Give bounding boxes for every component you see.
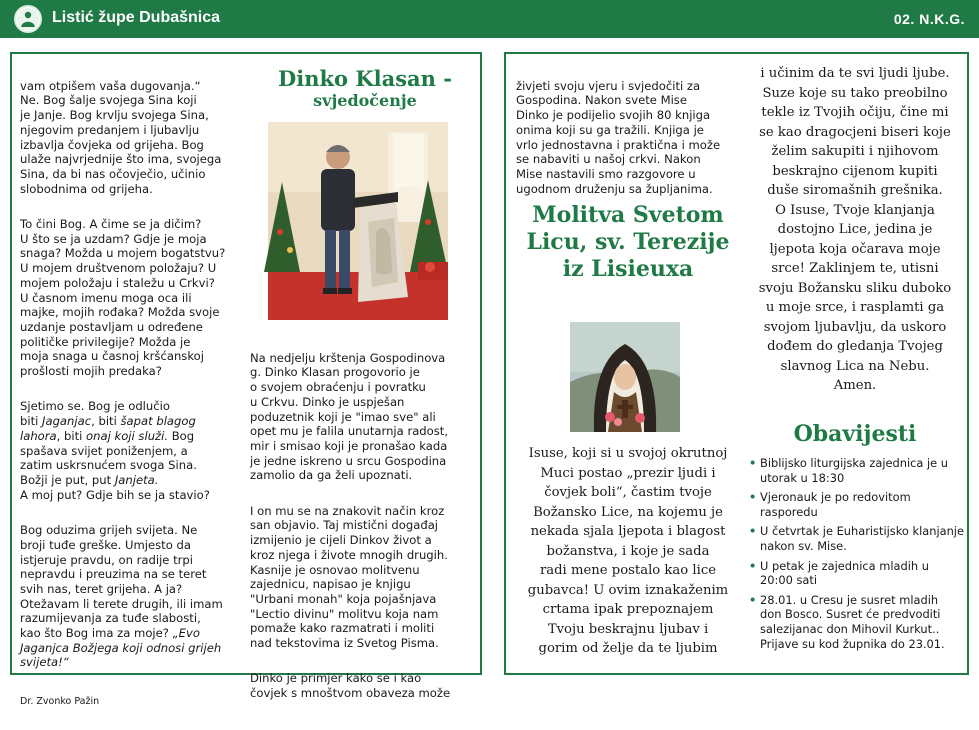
sermon-column	[20, 64, 242, 730]
article-paragraph: Dinko je primjer kako se i kao čovjek s mnoštvom obaveza može	[250, 671, 451, 701]
left-page	[10, 52, 482, 707]
notice-item: • U četvrtak je Euharistijsko klanjanje nakon sv. Mise.	[748, 524, 966, 553]
sermon-paragraph: To čini Bog. A čime se ja dičim? U što se ja uzdam? Gdje je moja snaga? Možda u mojem bogatstvu? U mojem društvenom položaju? U mojem položaju i staležu u Crkvi? U časnom imenu moga oca ili majke, mojih rođaka? Možda svoje uzdanje postavljam u određene političke privilegije? Možda je moja snaga u časnoj kršćanskoj prošlosti mojih predaka?	[20, 217, 226, 379]
sermon-paragraph: Sjetimo se. Bog je odlučio biti Jaganjac, biti šapat blagog lahora, biti onaj koji služi. Bog spašava svijet poniženjem, a zatim uskrsnućem svoga Sina. Božji je put, put Janjeta. A moj put? Gdje bih se ja stavio?	[20, 399, 210, 502]
saint-therese-portrait	[570, 322, 680, 432]
prayer-text: Isuse, koji si u svojoj okrutnoj Muci postao „prezir ljudi i čovjek boli“, častim tvoje Božansko Lice, na kojemu je nekada sjala ljepota i blagost božanstva, i koje je sada radi mene postalo kao lice gubavca! U ovim iznakaženim crtama ipak prepoznajem Tvoju beskrajnu ljubav i gorim od želje da te ljubim	[527, 446, 729, 656]
article-title: Dinko Klasan - svjedočenje	[278, 66, 452, 110]
parish-logo-icon	[14, 5, 42, 33]
notice-item: • Vjeronauk je po redovitom rasporedu	[748, 490, 966, 519]
sermon-paragraph: vam otpišem vaša dugovanja.“ Ne. Bog šalje svojega Sina koji je Janje. Bog krvlju svojega Sina, njegovim predanjem i ljubavlju izbavlja čovjeka od grijeha. Bog ulaže najvrjednije što ima, svojega Sina, da bi nas očovječio, učinio slobodnima od grijeha.	[20, 78, 222, 196]
prayer-title: Molitva Svetom Licu, sv. Terezije iz Lisieuxa	[526, 202, 730, 282]
notice-item: • 28.01. u Cresu je susret mladih don Bosco. Susret će predvoditi salezijanac don Mihovil Kurkut.. Prijave su kod župnika do 23.01.	[748, 593, 966, 651]
article-paragraph: živjeti svoju vjeru i svjedočiti za Gospodina. Nakon svete Mise Dinko je podijelio svojih 80 knjiga onima koji su ga tražili. Knjiga je vrlo jednostavna i praktična i može se nabaviti u našoj crkvi. Nakon Mise nastavili smo razgovore u ugodnom druženju sa župljanima.	[516, 78, 721, 196]
notices-title: Obavijesti	[793, 421, 917, 447]
right-page	[504, 52, 969, 675]
newsletter-title: Listić župe Dubašnica	[52, 9, 221, 26]
prayer-text-continued: i učinim da te svi ljudi ljube. Suze koje su tako preobilno tekle iz Tvojih očiju, čine mi se kao dragocjeni biseri koje želim sakupiti i njihovom beskrajno cijenom kupiti duše siromašnih grešnika. O Isuse, Tvoje klanjanja dostojno Lice, jedina je ljepota koja očarava moje srce! Zaklinjem te, utisni svoju Božansku sliku duboko u moje srce, i rasplamti ga svojom ljubavlju, da uskoro dođem do gledanja Tvojeg slavnog Lica na Nebu. Amen.	[758, 66, 952, 393]
article-paragraph: I on mu se na znakovit način kroz san objavio. Taj mistični događaj izmijenio je cijeli Dinkov život a kroz njega i živote mnogih drugih. Kasnije je osnovao molitvenu zajednicu, napisao je knjigu "Urbani monah" koja pojašnjava "Lectio divinu" molitvu koja nam pomaže kako razmatrati i moliti nad tekstovima iz Svetog Pisma.	[250, 503, 448, 651]
notices-list	[748, 456, 966, 656]
man-at-lectern-photo	[268, 122, 448, 320]
article-column	[250, 336, 480, 722]
issue-number: 02. N.K.G.	[893, 11, 965, 27]
sermon-paragraph: Bog oduzima grijeh svijeta. Ne broji tuđe greške. Umjesto da istjeruje pravdu, on radije trpi nepravdu i preuzima na se teret svih nas, teret grijeha. A ja? Otežavam li terete drugih, ili imam razumijevanja za tuđe slabosti, kao što Bog ima za moje? „Evo Jaganjca Božjega koji odnosi grijeh svijeta!“	[20, 523, 223, 670]
article-paragraph: Na nedjelju krštenja Gospodinova g. Dinko Klasan progovorio je o svojem obraćenju i povratku u Crkvu. Dinko je uspješan poduzetnik koji je "imao sve" ali opet mu je falila unutarnja radost, mir i smisao koji je pronašao kada je jedne iskreno u srcu Gospodina zamolio da ga želi upoznati.	[250, 350, 449, 483]
article-continuation	[516, 64, 734, 217]
notice-item: • U petak je zajednica mladih u 20:00 sati	[748, 559, 966, 588]
author-signature: Dr. Zvonko Pažin	[20, 695, 100, 707]
header-bar	[0, 0, 979, 38]
notice-item: • Biblijsko liturgijska zajednica je u utorak u 18:30	[748, 456, 966, 485]
